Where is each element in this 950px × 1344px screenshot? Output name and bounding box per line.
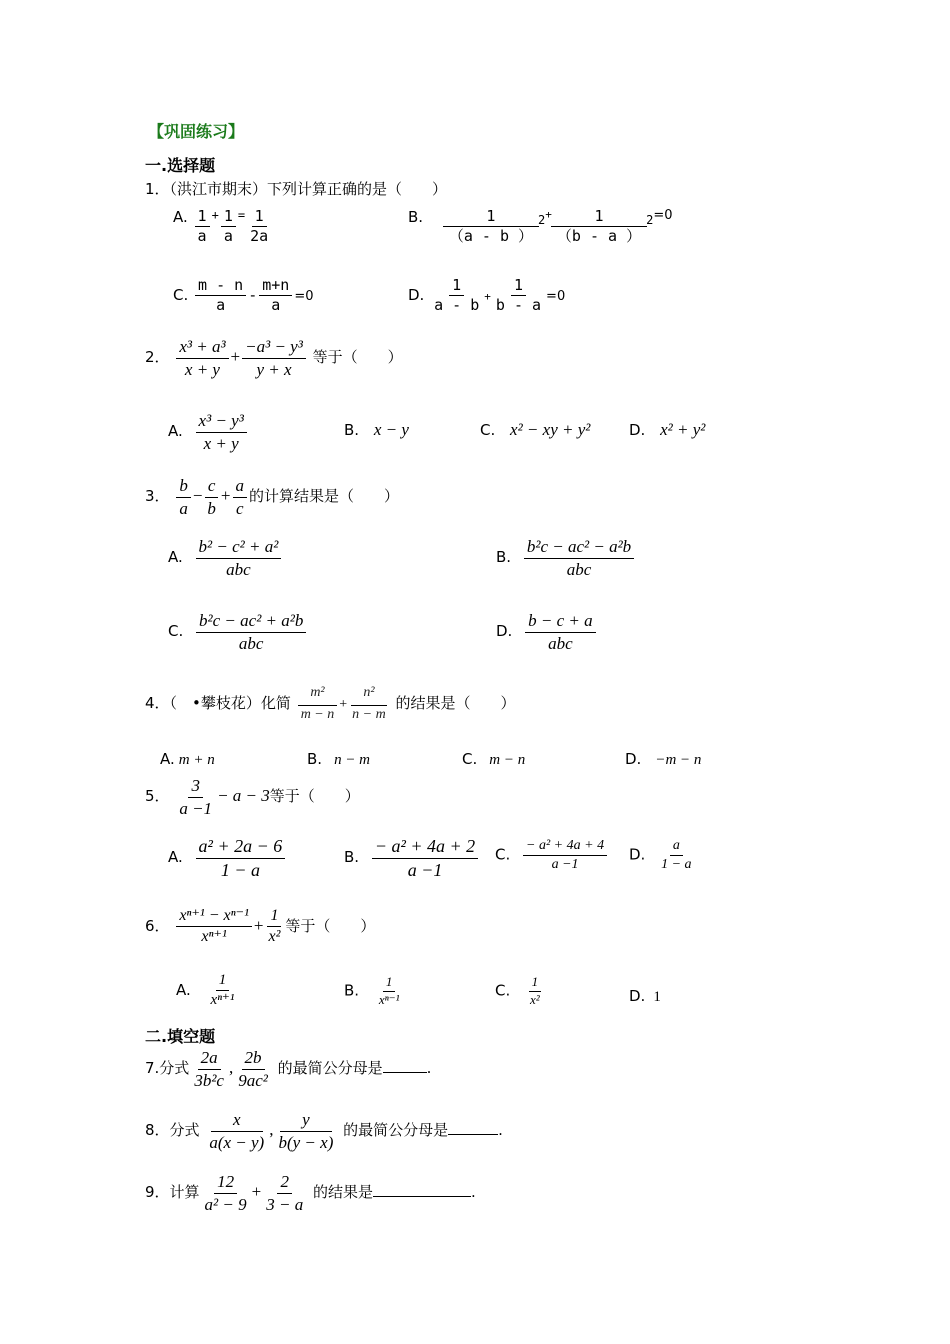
q1-a-label: A. — [173, 208, 188, 226]
q3-option-b: B. $\frac{\text{b²c − ac² − a²b}}{\text{abc}}$ — [496, 537, 636, 579]
page-title: 【巩固练习】 — [148, 122, 245, 141]
q6-option-a: A. $\frac{1}{\text{xⁿ⁺¹}}$ — [176, 972, 235, 1009]
q1-a-frac1: $\frac{1}{a}$ — [195, 208, 210, 246]
q1-d-frac1: $\frac{1}{a - b}$ — [434, 276, 480, 315]
q4-option-c: C. m − n — [462, 750, 526, 768]
q7: 7.分式 $\frac{2a}{\text{3b²c}}$ , $\frac{2b}{\text{9ac²}}$ 的最简公分母是 . — [145, 1048, 432, 1090]
q1-option-d: D. $\frac{1}{a - b}$ + $\frac{1}{b - a}$ =0 — [408, 276, 566, 315]
q2-stem: 2． $\frac{\text{x³ + a³}}{x + y}$ + $\frac{\text{−a³ − y³}}{y + x}$ 等于（ ） — [145, 337, 403, 379]
q8: 8．分式 $\frac{x}{a(x - y)}$ , $\frac{y}{b(y - x)}$ 的最简公分母是 . — [145, 1110, 503, 1152]
q6-stem: 6． $\frac{\text{xⁿ⁺¹ − xⁿ⁻¹}}{\text{xⁿ⁺¹}}$ + $\frac{1}{\text{x²}}$ 等于（ ） — [145, 907, 376, 946]
q4-stem: 4．（ •攀枝花）化简 $\frac{\text{m²}}{m - n}$ + $\frac{\text{n²}}{n - m}$ 的结果是（ ） — [145, 685, 516, 723]
q5-stem: 5． $\frac{3}{a -1}$ − a − 3等于（ ） — [145, 776, 360, 818]
q1-b-frac1: $\frac{1}{(a - b )}$ — [446, 208, 536, 246]
q1-b-frac2: $\frac{1}{(b - a )}$ — [554, 208, 644, 246]
section-choice-heading: 一.选择题 — [145, 156, 216, 175]
q1-c-frac2: $\frac{m+n}{a}$ — [259, 277, 292, 315]
q2-option-c: C. x² − xy + y² — [480, 420, 591, 439]
q1-option-b: B. $\frac{1}{(a - b )}$ $^{2+}$ $\frac{1}{(b - a )}$ $^2$=0 — [408, 207, 673, 246]
q2-option-d: D. x² + y² — [629, 420, 706, 439]
section-fill-heading: 二.填空题 — [145, 1027, 216, 1046]
q1-c-label: C. — [173, 285, 189, 304]
q5-option-c: C. $\frac{\text{− a² + 4a + 4}}{a -1}$ — [495, 838, 609, 873]
q3-option-d: D. $\frac{b - c + a}{\text{abc}}$ — [496, 611, 598, 653]
q2-frac2: $\frac{\text{−a³ − y³}}{y + x}$ — [242, 337, 306, 379]
q1-d-label: D. — [408, 285, 425, 304]
q1-a-frac2: $\frac{1}{a}$ — [221, 208, 236, 246]
q1-option-c: C. $\frac{m - n}{a}$ - $\frac{m+n}{a}$ =0 — [173, 276, 314, 315]
q4-option-a: A. m + n — [160, 750, 215, 768]
q1-option-a: A. $\frac{1}{a}$ + $\frac{1}{a}$ = $\frac{1}{2a}$ — [173, 208, 273, 246]
q4-option-b: B. n − m — [307, 750, 371, 768]
q5-option-d: D. $\frac{a}{1 - a}$ — [629, 838, 692, 873]
q9-answer-blank[interactable] — [373, 1196, 471, 1197]
q8-answer-blank[interactable] — [448, 1134, 498, 1135]
q4-option-d: D. −m − n — [625, 750, 702, 768]
q1-d-frac2: $\frac{1}{b - a}$ — [495, 276, 542, 315]
q3-stem: 3． $\frac{b}{a}$ − $\frac{c}{b}$ + $\frac{a}{c}$ 的计算结果是（ ） — [145, 476, 400, 518]
q1-a-frac3: $\frac{1}{2a}$ — [250, 207, 269, 246]
q7-answer-blank[interactable] — [383, 1072, 427, 1073]
q6-option-d: D. 1 — [629, 987, 661, 1005]
q9: 9．计算 $\frac{12}{\text{a² − 9}}$ + $\frac{2}{3 - a}$ 的结果是 . — [145, 1172, 476, 1214]
q6-option-c: C. $\frac{1}{\text{x²}}$ — [495, 974, 540, 1007]
q3-option-a: A. $\frac{\text{b² − c² + a²}}{\text{abc}}$ — [168, 537, 283, 579]
q1-b-label: B. — [408, 208, 424, 226]
q2-frac1: $\frac{\text{x³ + a³}}{x + y}$ — [176, 337, 228, 379]
q5-option-a: A. $\frac{\text{a² + 2a − 6}}{1 - a}$ — [168, 836, 287, 880]
q1-stem: 1．（洪江市期末）下列计算正确的是（ ） — [145, 180, 448, 198]
q2-option-b: B. x − y — [344, 420, 409, 439]
q6-option-b: B. $\frac{1}{\text{xⁿ⁻¹}}$ — [344, 974, 400, 1007]
q2-option-a: A. $\frac{\text{x³ − y³}}{x + y}$ — [168, 411, 249, 453]
q3-option-c: C. $\frac{\text{b²c − ac² + a²b}}{\text{abc}}$ — [168, 611, 308, 653]
q1-c-frac1: $\frac{m - n}{a}$ — [195, 277, 246, 315]
q5-option-b: B. $\frac{\text{− a² + 4a + 2}}{a -1}$ — [344, 836, 480, 880]
